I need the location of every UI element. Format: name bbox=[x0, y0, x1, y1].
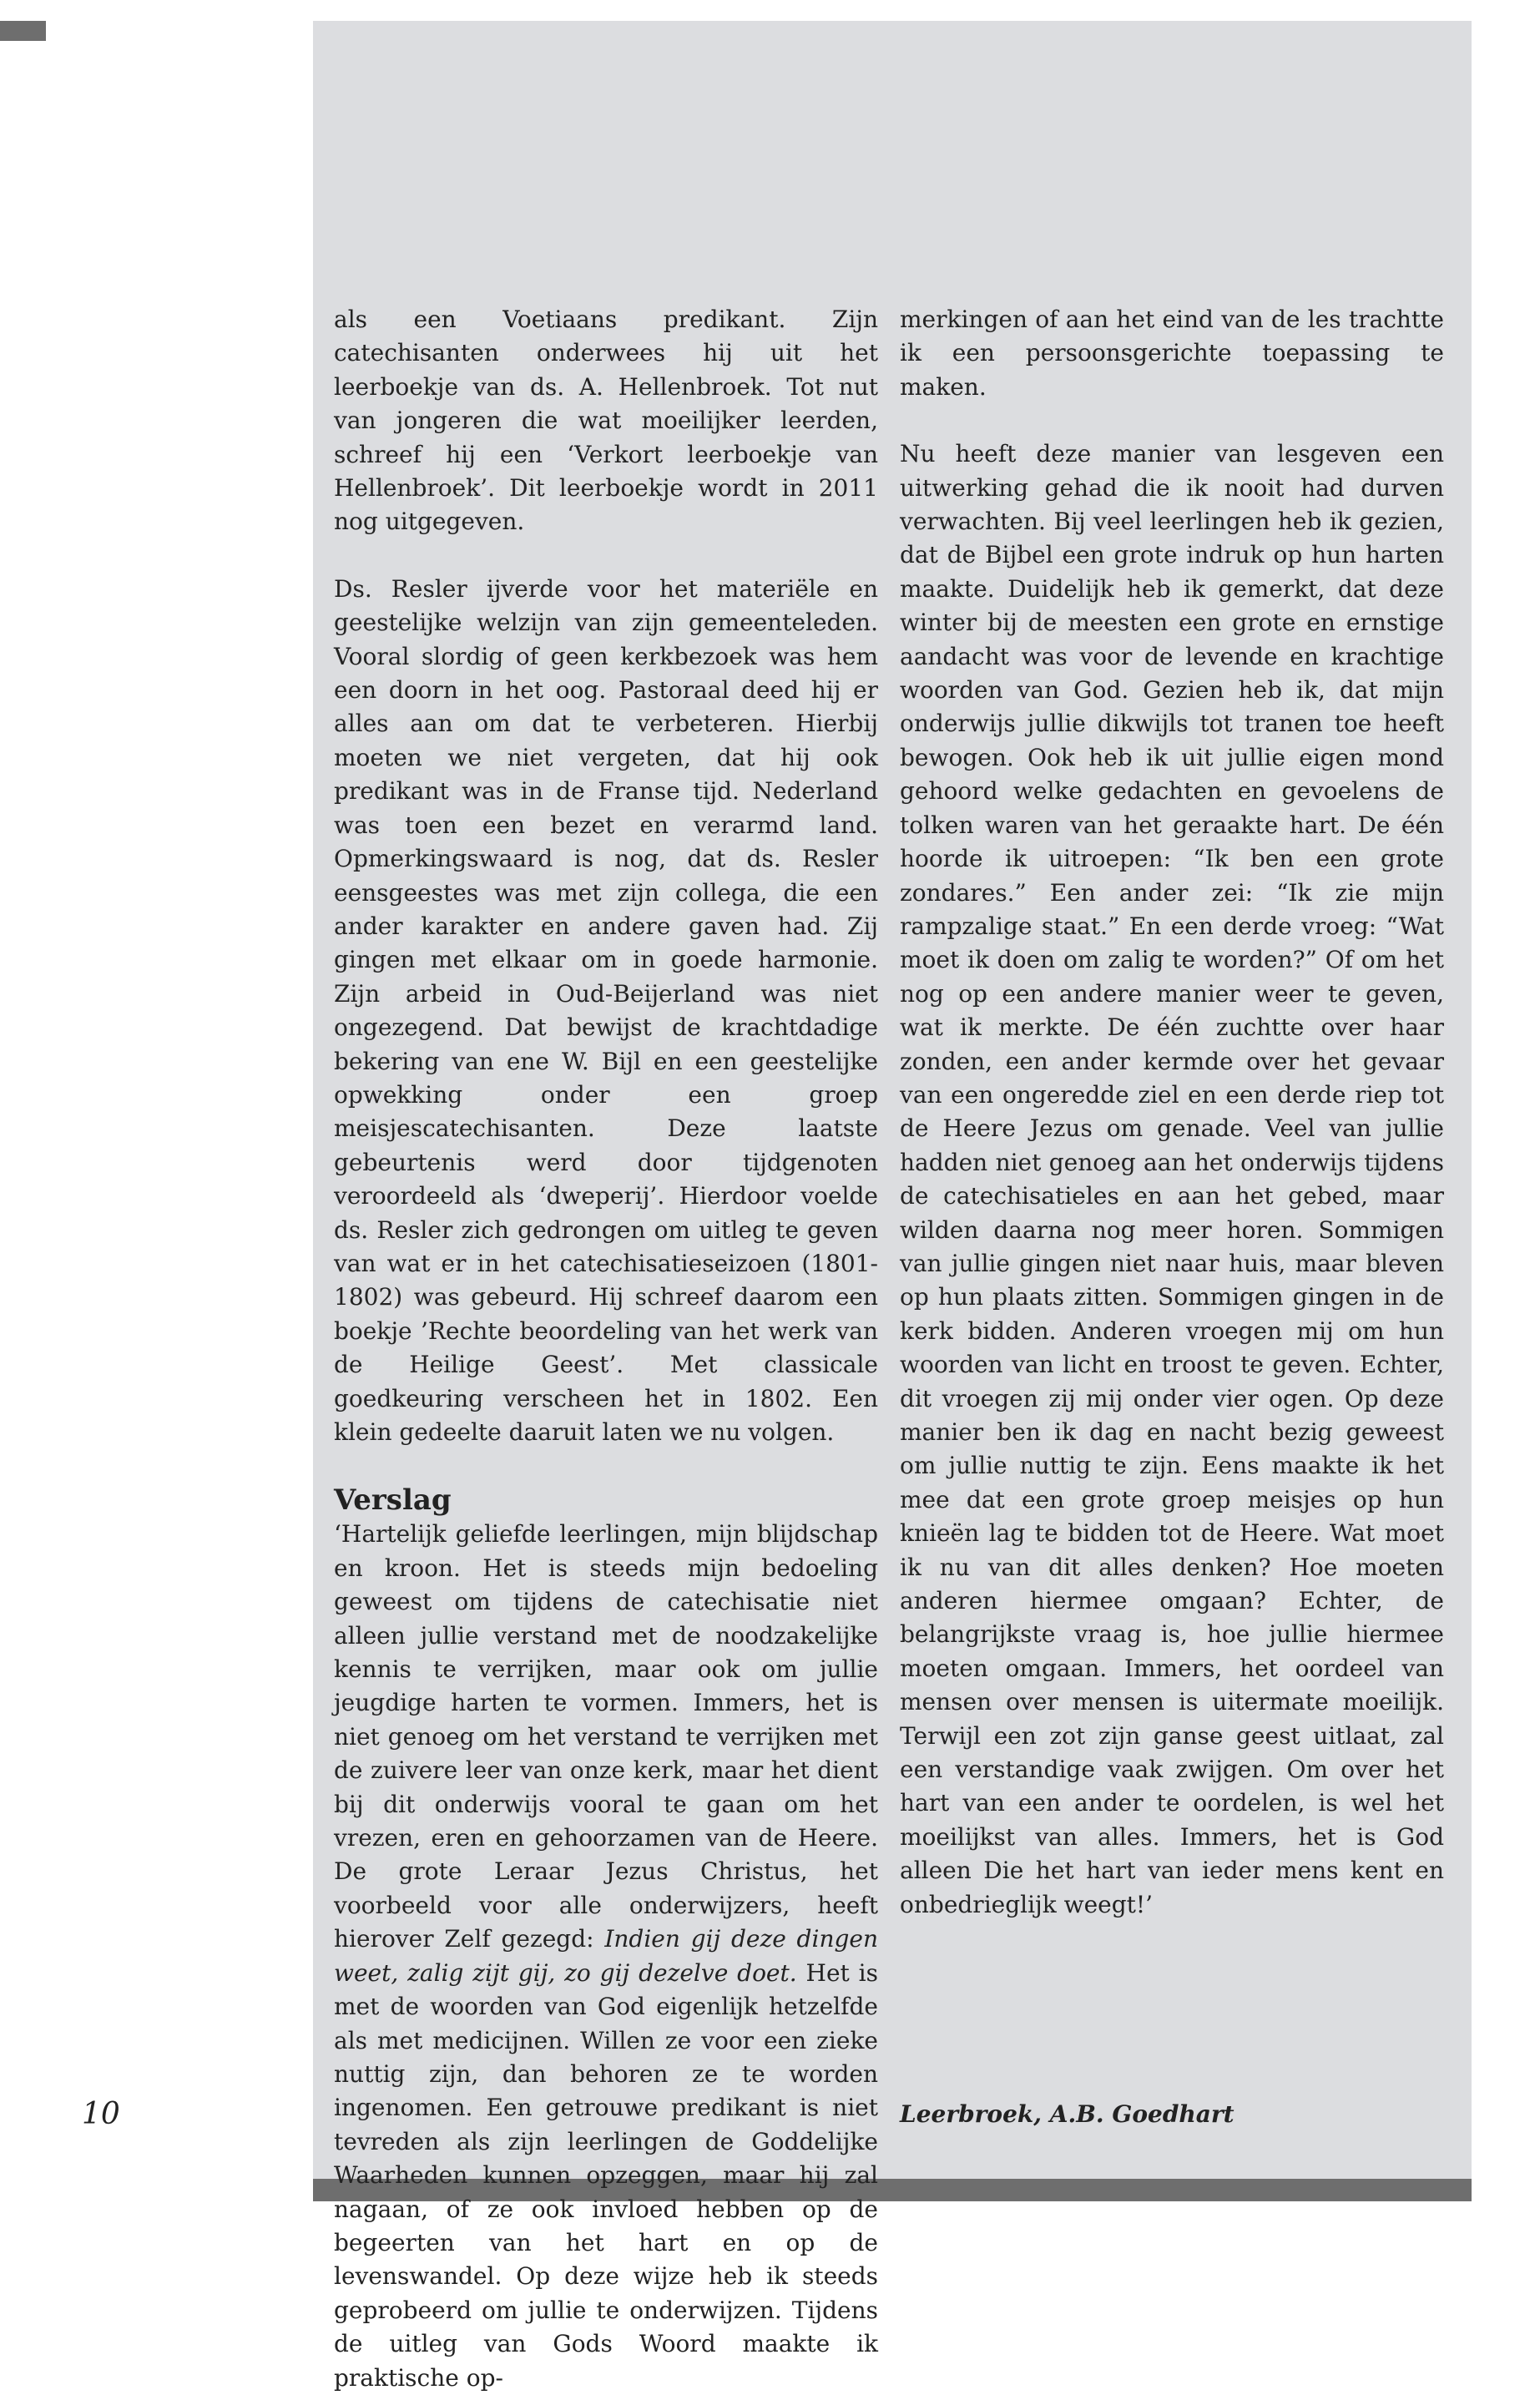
page-number: 10 bbox=[82, 2097, 120, 2131]
corner-tab-marker bbox=[0, 21, 46, 41]
bible-quote: Indien gij deze dingen weet, zalig zijt gij, zo gij dezelve doet. bbox=[334, 1925, 878, 1987]
verslag-text-start: ‘Hartelijk geliefde leerlingen, mijn blijdschap en kroon. Het is steeds mijn bedoeling geweest om tijdens de catechisatie niet alleen jullie verstand met de noodzakelijke kennis te verrijken, maar ook om jullie jeugdige harten te vormen. Immers, het is niet genoeg om het verstand te verrijken met de zuivere leer van onze kerk, maar het dient bij dit onderwijs vooral te gaan om het vrezen, eren en gehoorzamen van de Heere. De grote Leraar Jezus Christus, het voorbeeld voor alle onderwijzers, heeft hierover Zelf gezegd: bbox=[334, 1520, 878, 1953]
verslag-text-end: Het is met de woorden van God eigenlijk hetzelfde als met medicijnen. Willen ze voor een zieke nuttig zijn, dan behoren ze te worden ingenomen. Een getrouwe predikant is niet tevreden als zijn leerlingen de Goddelijke Waarheden kunnen opzeggen, maar hij zal nagaan, of ze ook invloed hebben op de begeerten van het hart en op de levenswandel. Op deze wijze heb ik steeds geprobeerd om jullie te onderwijzen. Tijdens de uitleg van Gods Woord maakte ik praktische op- bbox=[334, 1958, 878, 2392]
paragraph-verslag-letter bbox=[334, 1518, 878, 2395]
paragraph-effect-of-teaching: Nu heeft deze manier van lesgeven een uitwerking gehad die ik nooit had durven verwachten. Bij veel leerlingen heb ik gezien, dat de Bijbel een grote indruk op hun harten maakte. Duidelijk heb ik gemerkt, dat deze winter bij de meesten een grote en ernstige aandacht was voor de levende en krachtige woorden van God. Gezien heb ik, dat mijn onderwijs jullie dikwijls tot tranen toe heeft bewogen. Ook heb ik uit jullie eigen mond gehoord welke gedachten en gevoelens de tolken waren van het geraakte hart. De één hoorde ik uitroepen: “Ik ben een grote zondares.” Een ander zei: “Ik zie mijn rampzalige staat.” En een derde vroeg: “Wat moet ik doen om zalig te worden?” Of om het nog op een andere manier weer te geven, wat ik merkte. De één zuchtte over haar zonden, een ander kermde over het gevaar van een ongeredde ziel en een derde riep tot de Heere Jezus om genade. Veel van jullie hadden niet genoeg aan het onderwijs tijdens de catechisatieles en aan het gebed, maar wilden daarna nog meer horen. Sommigen van jullie gingen niet naar huis, maar bleven op hun plaats zitten. Sommigen gingen in de kerk bidden. Anderen vroegen mij om hun woorden van licht en troost te geven. Echter, dit vroegen zij mij onder vier ogen. Op deze manier ben ik dag en nacht bezig geweest om jullie nuttig te zijn. Eens maakte ik het mee dat een grote groep meisjes op hun knieën lag te bidden tot de Heere. Wat moet ik nu van dit alles denken? Hoe moeten anderen hiermee omgaan? Echter, de belangrijkste vraag is, hoe jullie hiermee moeten omgaan. Immers, het oordeel van mensen over mensen is uitermate moeilijk. Terwijl een zot zijn ganse geest uitlaat, zal een verstandige vaak zwijgen. Om over het hart van een ander te oordelen, is wel het moeilijkst van alles. Immers, het is God alleen Die het hart van ieder mens kent en onbedrieglijk weegt!’ bbox=[900, 440, 1444, 1918]
paragraph-resler-zeal: Ds. Resler ijverde voor het materiële en geestelijke welzijn van zijn gemeenteleden. Vooral slordig of geen kerkbezoek was hem een doorn in het oog. Pastoraal deed hij er alles aan om dat te verbeteren. Hierbij moeten we niet vergeten, dat hij ook predikant was in de Franse tijd. Nederland was toen een bezet en verarmd land. Opmerkingswaard is nog, dat ds. Resler eensgeestes was met zijn collega, die een ander karakter en andere gaven had. Zij gingen met elkaar om in goede harmonie. Zijn arbeid in Oud-Beijerland was niet ongezegend. Dat bewijst de krachtdadige bekering van ene W. Bijl en een geestelijke opwekking onder een groep meisjescatechisanten. Deze laatste gebeurtenis werd door tijdgenoten veroordeeld als ‘dweperij’. Hierdoor voelde ds. Resler zich gedrongen om uitleg te geven van wat er in het catechisatieseizoen (1801-1802) was gebeurd. Hij schreef daarom een boekje ’Rechte beoordeling van het werk van de Heilige Geest’. Met classicale goedkeuring verscheen het in 1802. Een klein gedeelte daaruit laten we nu volgen. bbox=[334, 574, 878, 1446]
left-column bbox=[334, 303, 878, 2395]
paragraph-voetiaans: als een Voetiaans predikant. Zijn catechisanten onderwees hij uit het leerboekje van ds. A. Hellenbroek. Tot nut van jongeren die wat moeilijker leerden, schreef hij een ‘Verkort leerboekje van Hellenbroek’. Dit leerboekje wordt in 2011 nog uitgegeven. bbox=[334, 306, 878, 536]
section-heading-verslag: Verslag bbox=[334, 1483, 452, 1518]
right-column bbox=[900, 303, 1444, 1922]
paragraph-continuation: merkingen of aan het eind van de les trachtte ik een persoonsgerichte toepassing te maken. bbox=[900, 306, 1444, 401]
author-signature: Leerbroek, A.B. Goedhart bbox=[900, 2100, 1235, 2128]
